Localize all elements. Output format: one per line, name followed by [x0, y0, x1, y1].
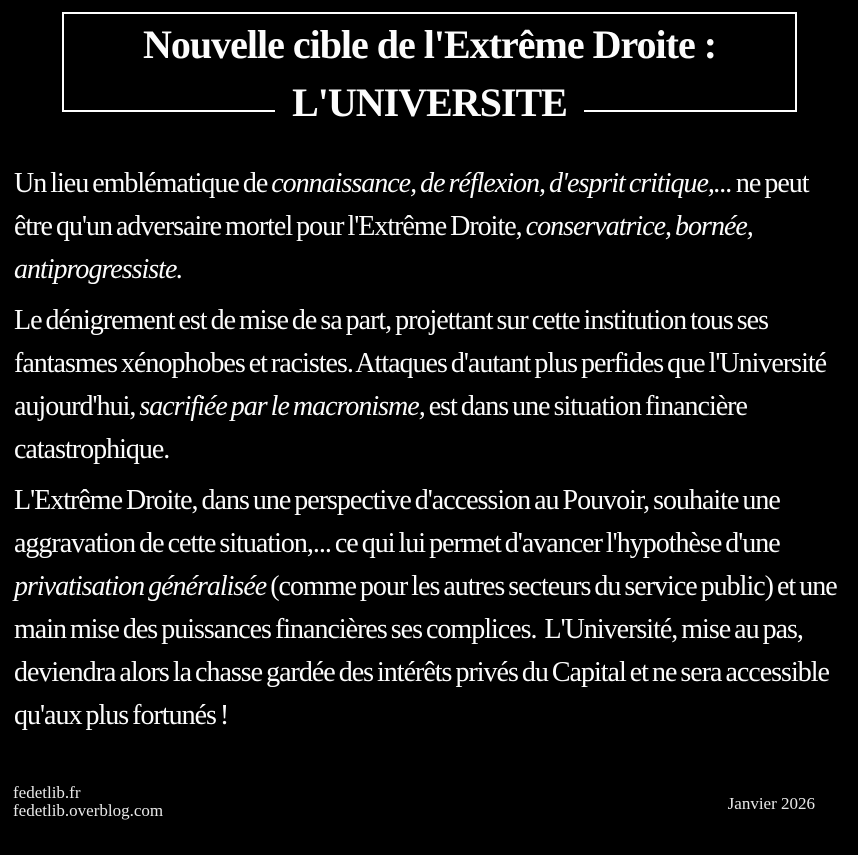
text-run: ne peut être qu'un adversaire mortel pour l'Extrême Droite,: [14, 168, 809, 242]
text-run: Le dénigrement est de mise de sa part, projettant sur cette institution tous ses fantasmes xénophobes et racistes. Attaques d'autant plus perfides que l'Université aujourd'hui,: [14, 305, 827, 422]
text-run: L'Extrême Droite, dans une perspective d'accession au Pouvoir, souhaite une aggravation de cette situation,... ce qui lui permet d'avancer l'hypothèse d'une: [14, 485, 780, 559]
paragraph: [14, 479, 848, 737]
site-url-primary: fedetlib.fr: [13, 783, 81, 802]
text-run: est dans une situation financière catastrophique.: [14, 391, 747, 465]
title-line-2-text: L'UNIVERSITE: [275, 83, 584, 123]
footer-date: Janvier 2026: [727, 794, 815, 813]
body-text: [14, 162, 848, 745]
title-box: [62, 12, 797, 125]
text-run: (comme pour les autres secteurs du service public) et une main mise des puissances financières ses complices. L'Université, mise au pas, deviendra alors la chasse gardée des intérêts privés du Capital et ne sera accessible qu'aux plus fortunés !: [14, 571, 837, 731]
footer-links: [13, 784, 163, 820]
italic-text-run: conservatrice, bornée, antiprogressiste.: [14, 211, 753, 285]
italic-text-run: privatisation généralisée: [14, 571, 267, 602]
italic-text-run: connaissance, de réflexion, d'esprit critique,...: [271, 168, 732, 199]
title-line-2: [64, 80, 795, 125]
text-run: Un lieu emblématique de: [14, 168, 272, 199]
italic-text-run: sacrifiée par le macronisme,: [139, 391, 425, 422]
paragraph: [14, 162, 848, 291]
site-url-blog: fedetlib.overblog.com: [13, 801, 164, 820]
title-line-1: Nouvelle cible de l'Extrême Droite :: [142, 22, 717, 67]
paragraph: [14, 299, 848, 471]
